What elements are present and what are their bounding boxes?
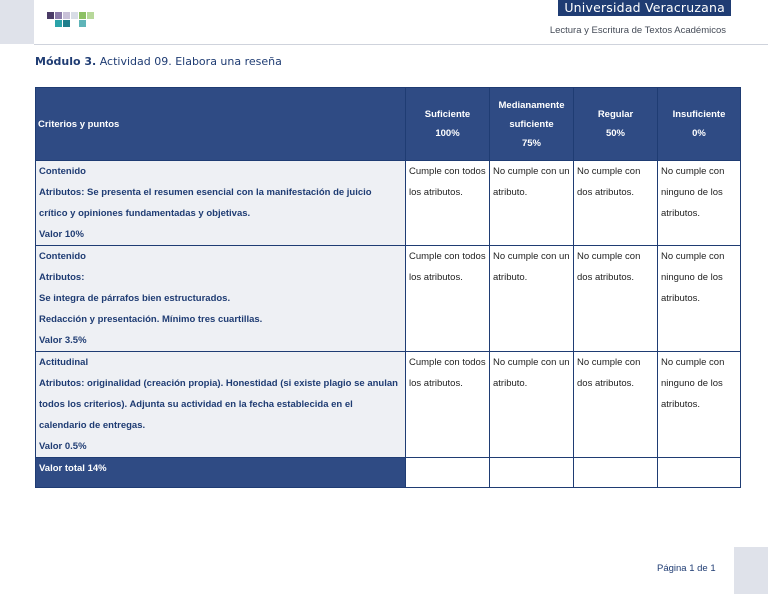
university-title: Universidad Veracruzana	[558, 0, 731, 16]
header-divider	[34, 44, 768, 45]
level-cell: No cumple con ninguno de los atributos.	[658, 246, 741, 352]
level-cell: No cumple con un atributo.	[490, 352, 574, 458]
module-heading	[35, 55, 282, 68]
level-cell: No cumple con ninguno de los atributos.	[658, 352, 741, 458]
empty-cell	[406, 458, 490, 488]
level-cell: No cumple con un atributo.	[490, 246, 574, 352]
level-cell: Cumple con todos los atributos.	[406, 352, 490, 458]
level-cell: Cumple con todos los atributos.	[406, 161, 490, 246]
empty-cell	[490, 458, 574, 488]
corner-decoration-top-left	[0, 0, 34, 44]
rubric-table	[35, 87, 741, 488]
table-row	[36, 161, 741, 246]
criteria-cell: Contenido Atributos: Se integra de párrafos bien estructurados. Redacción y presentación. Mínimo tres cuartillas. Valor 3.5%	[36, 246, 406, 352]
level-cell: Cumple con todos los atributos.	[406, 246, 490, 352]
level-cell: No cumple con dos atributos.	[574, 352, 658, 458]
corner-decoration-bottom-right	[734, 547, 768, 594]
empty-cell	[574, 458, 658, 488]
empty-cell	[658, 458, 741, 488]
level-header: Insuficiente 0%	[658, 88, 741, 161]
activity-title: Actividad 09. Elabora una reseña	[96, 55, 282, 68]
table-header-row	[36, 88, 741, 161]
document-subtitle: Lectura y Escritura de Textos Académicos	[549, 25, 726, 36]
criteria-cell: Actitudinal Atributos: originalidad (creación propia). Honestidad (si existe plagio se anulan todos los criterios). Adjunta su actividad en la fecha establecida en el calendario de entregas. Valor 0.5%	[36, 352, 406, 458]
table-row	[36, 246, 741, 352]
criteria-header: Criterios y puntos	[36, 88, 406, 161]
level-header: Suficiente 100%	[406, 88, 490, 161]
total-value-cell: Valor total 14%	[36, 458, 406, 488]
module-number: Módulo 3.	[35, 55, 97, 68]
level-cell: No cumple con dos atributos.	[574, 246, 658, 352]
criteria-cell: Contenido Atributos: Se presenta el resumen esencial con la manifestación de juicio crítico y opiniones fundamentadas y objetivas. Valor 10%	[36, 161, 406, 246]
level-cell: No cumple con dos atributos.	[574, 161, 658, 246]
university-logo	[47, 12, 99, 32]
level-header: Medianamente suficiente 75%	[490, 88, 574, 161]
total-row	[36, 458, 741, 488]
table-row	[36, 352, 741, 458]
level-cell: No cumple con ninguno de los atributos.	[658, 161, 741, 246]
page-number: Página 1 de 1	[657, 563, 716, 574]
level-cell: No cumple con un atributo.	[490, 161, 574, 246]
level-header: Regular 50%	[574, 88, 658, 161]
